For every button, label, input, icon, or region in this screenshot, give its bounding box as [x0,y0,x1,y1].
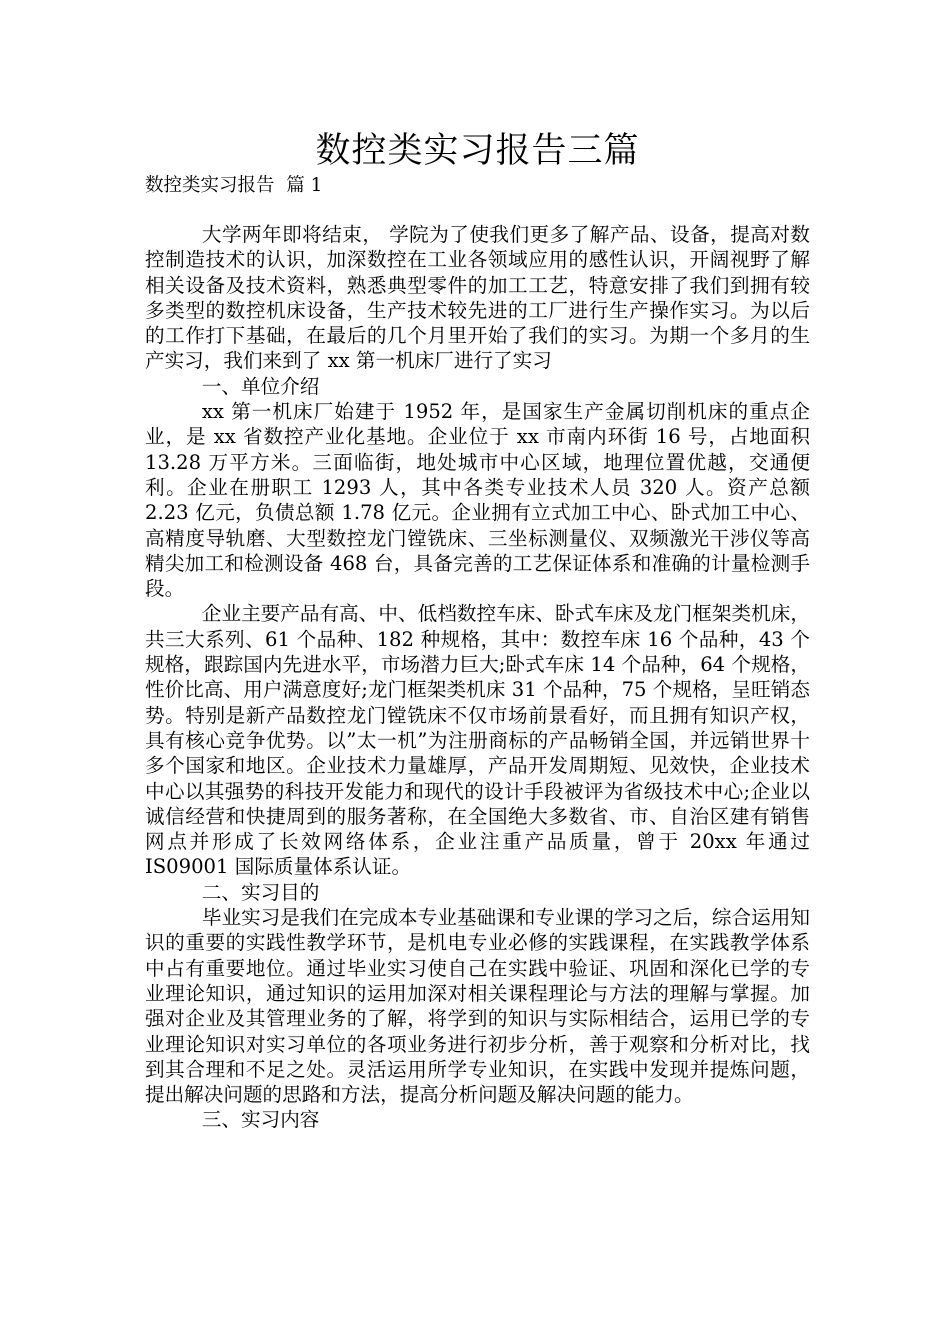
paragraph-purpose: 毕业实习是我们在完成本专业基础课和专业课的学习之后，综合运用知识的重要的实践性教学环节，是机电专业必修的实践课程，在实践教学体系中占有重要地位。通过毕业实习使自己在实践中验证、巩固和深化已学的专业理论知识，通过知识的运用加深对相关课程理论与方法的理解与掌握。加强对企业及其管理业务的了解，将学到的知识与实际相结合，运用已学的专业理论知识对实习单位的各项业务进行初步分析，善于观察和分析对比，找到其合理和不足之处。灵活运用所学专业知识，在实践中发现并提炼问题，提出解决问题的思路和方法，提高分析问题及解决问题的能力。 [145,906,810,1107]
document-body [145,222,810,1133]
paragraph-company-overview: xx 第一机床厂始建于 1952 年，是国家生产金属切削机床的重点企业，是 xx 省数控产业化基地。企业位于 xx 市南内环街 16 号，占地面积 13.28 万平方米。三面临街，地处城市中心区域，地理位置优越，交通便利。企业在册职工 1293 人，其中各类专业技术人员 320 人。资产总额 2.23 亿元，负债总额 1.78 亿元。企业拥有立式加工中心、卧式加工中心、高精度导轨磨、大型数控龙门镗铣床、三坐标测量仪、双频激光干涉仪等高精尖加工和检测设备 468 台，具备完善的工艺保证体系和准确的计量检测手段。 [145,400,810,601]
paragraph-intro: 大学两年即将结束， 学院为了使我们更多了解产品、设备，提高对数控制造技术的认识，加深数控在工业各领域应用的感性认识，开阔视野了解相关设备及技术资料，熟悉典型零件的加工工艺，特意安排了我们到拥有较多类型的数控机床设备，生产技术较先进的工厂进行生产操作实习。为以后的工作打下基础，在最后的几个月里开始了我们的实习。为期一个多月的生产实习，我们来到了 xx 第一机床厂进行了实习 [145,223,810,373]
document-subtitle: 数控类实习报告 篇 1 [145,175,323,196]
section-heading-company: 一、单位介绍 [201,374,320,398]
section-heading-content: 三、实习内容 [201,1108,320,1132]
section-heading-purpose: 二、实习目的 [201,880,320,904]
paragraph-company-products: 企业主要产品有高、中、低档数控车床、卧式车床及龙门框架类机床，共三大系列、61 个品种、182 种规格，其中：数控车床 16 个品种，43 个规格，跟踪国内先进水平，市场潜力巨大;卧式车床 14 个品种，64 个规格，性价比高、用户满意度好;龙门框架类机床 31 个品种，75 个规格，呈旺销态势。特别是新产品数控龙门镗铣床不仅市场前景看好，而且拥有知识产权，具有核心竞争优势。以”太一机”为注册商标的产品畅销全国，并远销世界十多个国家和地区。企业技术力量雄厚，产品开发周期短、见效快，企业技术中心以其强势的科技开发能力和现代的设计手段被评为省级技术中心;企业以诚信经营和快捷周到的服务著称，在全国绝大多数省、市、自治区建有销售网点并形成了长效网络体系，企业注重产品质量，曾于 20xx 年通过 IS09001 国际质量体系认证。 [145,602,810,879]
document-title: 数控类实习报告三篇 [315,131,640,171]
